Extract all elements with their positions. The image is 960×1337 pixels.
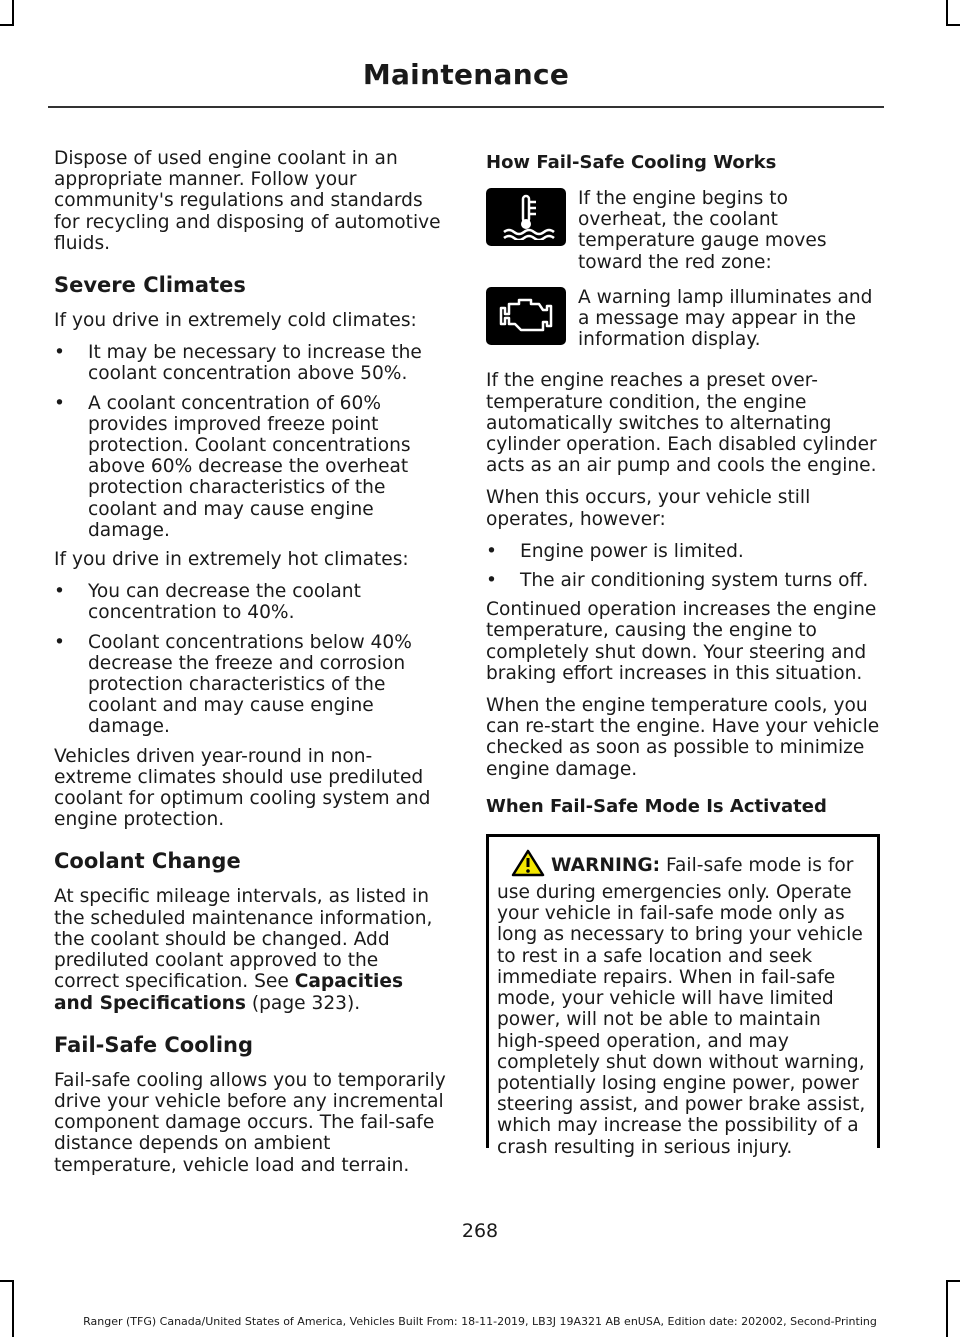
- cold-intro: If you drive in extremely cold climates:: [54, 310, 417, 332]
- page-title: Maintenance: [362, 58, 570, 91]
- crop-mark: [0, 24, 14, 26]
- prediluted-paragraph: Vehicles driven year-round in non-extreme climates should use prediluted coolant for optimum cooling system and engine protection.: [54, 745, 431, 831]
- fail-safe-paragraph: Fail-safe cooling allows you to temporarily drive your vehicle before any incremental component damage occurs. The fail-safe distance depends on ambient temperature, vehicle load and terrain.: [54, 1069, 446, 1176]
- activated-heading: When Fail-Safe Mode Is Activated: [486, 795, 827, 817]
- how-fail-safe-heading: How Fail-Safe Cooling Works: [486, 152, 777, 173]
- list-item: • It may be necessary to increase the coolant concentration above 50%.: [54, 342, 448, 384]
- footer-text: Ranger (TFG) Canada/United States of America, Vehicles Built From: 18-11-2019, LB3J 19A321 AB enUSA, Edition date: 202002, Second-Printing: [83, 1315, 877, 1328]
- crop-mark: [0, 1280, 14, 1282]
- crop-mark: [946, 24, 960, 26]
- cold-list: [54, 342, 448, 541]
- list-item: • Coolant concentrations below 40% decrease the freeze and corrosion protection characteristics of the coolant and may cause engine damage.: [54, 632, 448, 738]
- crop-mark: [946, 1280, 948, 1337]
- check-engine-icon: [486, 287, 566, 345]
- coolant-change-text: At specific mileage intervals, as listed in the scheduled maintenance information, the coolant should be changed. Add prediluted coolant approved to the correct specification. See: [54, 886, 433, 993]
- warning-text: Fail-safe mode is for use during emergencies only. Operate your vehicle in fail-safe mode only as long as necessary to bring your vehicle to rest in a safe location and seek immediate repairs. When in fail-safe mode, your vehicle will have limited power, will not be able to maintain high-speed operation, and may completely shut down without warning, potentially losing engine power, power steering assist, and power brake assist, which may increase the possibility of a crash resulting in serious injury.: [497, 854, 866, 1158]
- hot-list: [54, 581, 448, 737]
- crop-mark: [12, 1280, 14, 1337]
- crop-mark: [12, 0, 14, 26]
- coolant-change-paragraph: [54, 886, 448, 1013]
- fail-safe-heading: Fail-Safe Cooling: [54, 1032, 254, 1057]
- still-operates-paragraph: When this occurs, your vehicle still operates, however:: [486, 487, 811, 530]
- coolant-temperature-icon: [486, 188, 566, 246]
- restart-paragraph: When the engine temperature cools, you can re-start the engine. Have your vehicle checked as soon as possible to minimize engine damage.: [486, 695, 880, 780]
- limitations-list: [486, 541, 880, 591]
- intro-paragraph: Dispose of used engine coolant in an appropriate manner. Follow your community's regulations and standards for recycling and disposing of automotive fluids.: [54, 148, 441, 254]
- list-item: • A coolant concentration of 60% provides improved freeze point protection. Coolant concentrations above 60% decrease the overheat protection characteristics of the coolant and may cause engine damage.: [54, 393, 448, 541]
- warning-box: [486, 834, 880, 1158]
- list-item: • The air conditioning system turns off.: [486, 570, 880, 591]
- icon-description: If the engine begins to overheat, the coolant temperature gauge moves toward the red zone:: [578, 188, 827, 273]
- list-item: • Engine power is limited.: [486, 541, 880, 562]
- left-column: [54, 148, 448, 1187]
- hot-intro: If you drive in extremely hot climates:: [54, 549, 409, 571]
- coolant-change-heading: Coolant Change: [54, 849, 241, 874]
- header-divider: [48, 106, 884, 108]
- icon-row: [486, 287, 880, 351]
- warning-label: WARNING:: [551, 854, 661, 876]
- continued-operation-paragraph: Continued operation increases the engine temperature, causing the engine to completely shut down. Your steering and braking effort increases in this situation.: [486, 599, 877, 684]
- icon-description: A warning lamp illuminates and a message may appear in the information display.: [578, 286, 873, 351]
- list-item: • You can decrease the coolant concentration to 40%.: [54, 581, 448, 623]
- crop-mark: [946, 1280, 960, 1282]
- warning-triangle-icon: [511, 849, 545, 882]
- severe-climates-heading: Severe Climates: [54, 273, 246, 298]
- right-column: [486, 148, 880, 1158]
- capacities-link[interactable]: Capacities and Specifications: [54, 971, 404, 1014]
- page-number: 268: [461, 1220, 499, 1242]
- page-reference: (page 323).: [245, 992, 361, 1014]
- icon-row: [486, 188, 880, 273]
- over-temperature-paragraph: If the engine reaches a preset over-temperature condition, the engine automatically switches to alternating cylinder operation. Each disabled cylinder acts as an air pump and cools the engine.: [486, 370, 877, 477]
- crop-mark: [946, 0, 948, 26]
